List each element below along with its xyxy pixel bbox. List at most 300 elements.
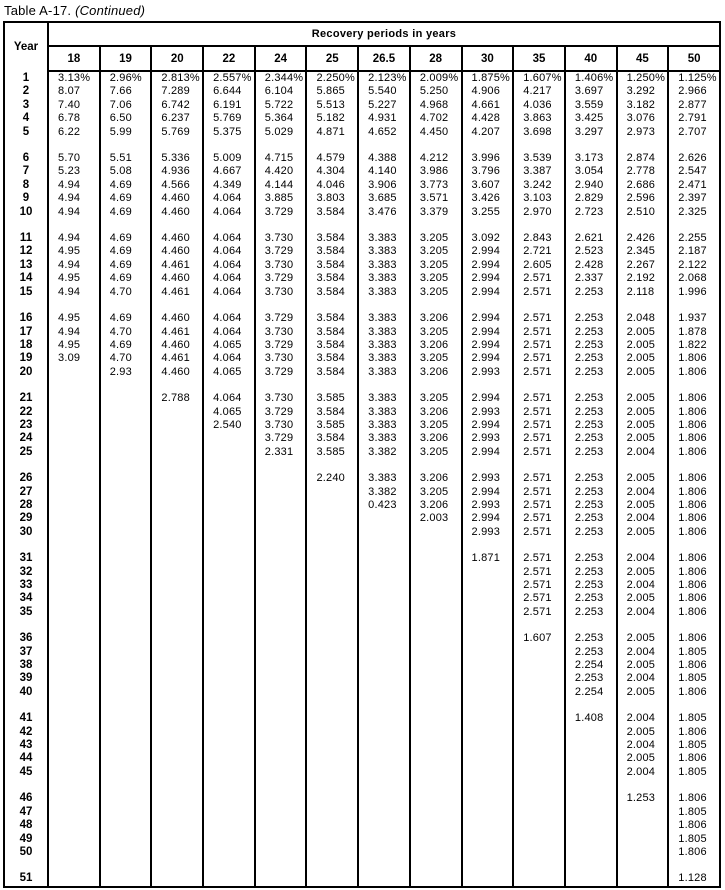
value-cell (48, 846, 100, 859)
year-cell: 42 (4, 726, 48, 739)
value-cell: 3.292 (617, 85, 669, 98)
value-cell (306, 566, 358, 579)
continued-label: (Continued) (75, 3, 146, 18)
table-row-year-25 (4, 446, 720, 459)
value-cell (410, 833, 462, 846)
value-cell (410, 712, 462, 725)
spacer-cell (410, 779, 462, 792)
value-cell: 2.993 (462, 526, 514, 539)
value-cell: 2.004 (617, 672, 669, 685)
year-cell: 20 (4, 366, 48, 379)
table-row-year-11 (4, 232, 720, 245)
value-cell: 2.005 (617, 566, 669, 579)
value-cell: 4.036 (513, 99, 565, 112)
spacer-cell (410, 539, 462, 552)
value-cell: 2.707 (668, 126, 720, 139)
value-cell: 2.240 (306, 472, 358, 485)
value-cell: 3.584 (306, 406, 358, 419)
value-cell: 2.994 (462, 326, 514, 339)
value-cell (255, 833, 307, 846)
value-cell (462, 566, 514, 579)
value-cell: 2.122 (668, 259, 720, 272)
value-cell: 4.69 (100, 312, 152, 325)
value-cell (462, 659, 514, 672)
value-cell: 3.379 (410, 206, 462, 219)
value-cell: 2.005 (617, 472, 669, 485)
spacer-cell (617, 299, 669, 312)
spacer-cell (668, 379, 720, 392)
value-cell: 2.571 (513, 486, 565, 499)
spacer-cell (306, 619, 358, 632)
value-cell (358, 846, 410, 859)
year-cell: 17 (4, 326, 48, 339)
value-cell (306, 486, 358, 499)
value-cell: 2.253 (565, 446, 617, 459)
value-cell (617, 846, 669, 859)
value-cell (48, 499, 100, 512)
table-row-year-6 (4, 152, 720, 165)
value-cell: 4.69 (100, 179, 152, 192)
group-spacer-row (4, 139, 720, 152)
value-cell (462, 872, 514, 886)
value-cell: 4.69 (100, 339, 152, 352)
year-cell: 21 (4, 392, 48, 405)
spacer-cell (255, 539, 307, 552)
spacer-cell (100, 299, 152, 312)
value-cell: 4.461 (151, 259, 203, 272)
table-number-label: Table A-17. (4, 3, 72, 18)
value-cell: 3.054 (565, 165, 617, 178)
table-row-year-38 (4, 659, 720, 672)
spacer-cell (4, 539, 48, 552)
value-cell (48, 659, 100, 672)
value-cell: 1.805 (668, 806, 720, 819)
value-cell (410, 819, 462, 832)
spacer-cell (306, 379, 358, 392)
value-cell: 4.69 (100, 232, 152, 245)
table-row-year-14 (4, 272, 720, 285)
value-cell: 4.064 (203, 232, 255, 245)
value-cell: 3.571 (410, 192, 462, 205)
value-cell (462, 766, 514, 779)
year-column-header: Year (4, 22, 48, 71)
value-cell: 2.571 (513, 446, 565, 459)
table-row-year-21 (4, 392, 720, 405)
value-cell: 2.626 (668, 152, 720, 165)
value-cell (203, 486, 255, 499)
value-cell: 2.571 (513, 512, 565, 525)
spacer-cell (4, 779, 48, 792)
period-header-30: 30 (462, 46, 514, 71)
group-spacer-row (4, 859, 720, 872)
value-cell: 2.970 (513, 206, 565, 219)
spacer-cell (462, 619, 514, 632)
value-cell: 7.40 (48, 99, 100, 112)
value-cell (410, 606, 462, 619)
value-cell: 1.250% (617, 71, 669, 85)
value-cell: 4.461 (151, 352, 203, 365)
value-cell (306, 846, 358, 859)
value-cell (462, 752, 514, 765)
value-cell: 2.843 (513, 232, 565, 245)
spacer-cell (513, 459, 565, 472)
value-cell: 2.571 (513, 366, 565, 379)
value-cell (306, 646, 358, 659)
value-cell: 3.425 (565, 112, 617, 125)
spacer-cell (306, 299, 358, 312)
value-cell: 3.729 (255, 366, 307, 379)
spacer-cell (203, 539, 255, 552)
value-cell: 3.584 (306, 272, 358, 285)
value-cell: 3.584 (306, 206, 358, 219)
value-cell (100, 632, 152, 645)
value-cell: 3.092 (462, 232, 514, 245)
value-cell: 2.253 (565, 672, 617, 685)
value-cell: 5.336 (151, 152, 203, 165)
spacer-cell (617, 779, 669, 792)
year-cell: 16 (4, 312, 48, 325)
value-cell: 3.996 (462, 152, 514, 165)
value-cell: 6.644 (203, 85, 255, 98)
value-cell (462, 806, 514, 819)
value-cell: 2.540 (203, 419, 255, 432)
spacer-cell (255, 619, 307, 632)
value-cell: 3.383 (358, 419, 410, 432)
value-cell: 3.585 (306, 419, 358, 432)
value-cell (151, 592, 203, 605)
value-cell (151, 752, 203, 765)
value-cell (358, 766, 410, 779)
value-cell: 2.96% (100, 71, 152, 85)
value-cell: 2.005 (617, 339, 669, 352)
value-cell (306, 526, 358, 539)
value-cell: 3.539 (513, 152, 565, 165)
value-cell (255, 646, 307, 659)
value-cell: 2.993 (462, 472, 514, 485)
value-cell: 4.69 (100, 272, 152, 285)
value-cell (48, 806, 100, 819)
value-cell: 1.806 (668, 686, 720, 699)
value-cell: 1.806 (668, 352, 720, 365)
value-cell (255, 872, 307, 886)
value-cell (255, 526, 307, 539)
value-cell (48, 432, 100, 445)
table-row-year-36 (4, 632, 720, 645)
spacer-cell (100, 219, 152, 232)
value-cell (48, 792, 100, 805)
value-cell: 4.349 (203, 179, 255, 192)
value-cell (255, 739, 307, 752)
value-cell: 2.253 (565, 432, 617, 445)
value-cell (100, 739, 152, 752)
value-cell (410, 566, 462, 579)
value-cell (151, 806, 203, 819)
value-cell: 3.383 (358, 259, 410, 272)
value-cell: 7.06 (100, 99, 152, 112)
value-cell (358, 566, 410, 579)
spacer-cell (668, 539, 720, 552)
year-cell: 18 (4, 339, 48, 352)
header-row-periods (4, 46, 720, 71)
value-cell: 3.206 (410, 406, 462, 419)
table-row-year-48 (4, 819, 720, 832)
value-cell (462, 792, 514, 805)
value-cell: 1.805 (668, 672, 720, 685)
value-cell: 2.005 (617, 726, 669, 739)
value-cell: 2.571 (513, 606, 565, 619)
year-cell: 3 (4, 99, 48, 112)
value-cell (255, 606, 307, 619)
period-header-50: 50 (668, 46, 720, 71)
spacer-cell (410, 699, 462, 712)
value-cell (48, 752, 100, 765)
spacer-cell (151, 139, 203, 152)
value-cell: 1.806 (668, 499, 720, 512)
value-cell: 3.205 (410, 232, 462, 245)
spacer-cell (100, 859, 152, 872)
spacer-cell (151, 859, 203, 872)
value-cell (565, 766, 617, 779)
value-cell: 2.345 (617, 245, 669, 258)
year-cell: 30 (4, 526, 48, 539)
value-cell (151, 846, 203, 859)
value-cell: 2.571 (513, 326, 565, 339)
spacer-cell (100, 619, 152, 632)
spacer-cell (513, 619, 565, 632)
spacer-cell (410, 859, 462, 872)
value-cell: 2.994 (462, 245, 514, 258)
value-cell: 3.205 (410, 392, 462, 405)
value-cell (410, 872, 462, 886)
year-cell: 49 (4, 833, 48, 846)
table-row-year-49 (4, 833, 720, 846)
value-cell: 1.806 (668, 566, 720, 579)
value-cell: 4.94 (48, 286, 100, 299)
value-cell: 6.78 (48, 112, 100, 125)
spacer-cell (255, 459, 307, 472)
value-cell: 2.192 (617, 272, 669, 285)
value-cell: 4.460 (151, 206, 203, 219)
spacer-cell (565, 539, 617, 552)
value-cell: 4.95 (48, 312, 100, 325)
value-cell: 5.08 (100, 165, 152, 178)
value-cell: 4.064 (203, 352, 255, 365)
value-cell: 4.95 (48, 272, 100, 285)
value-cell: 4.460 (151, 366, 203, 379)
value-cell (48, 446, 100, 459)
spacer-cell (617, 619, 669, 632)
spacer-cell (306, 699, 358, 712)
spacer-cell (668, 219, 720, 232)
value-cell (100, 512, 152, 525)
value-cell (100, 419, 152, 432)
value-cell: 2.994 (462, 352, 514, 365)
spacer-cell (358, 299, 410, 312)
value-cell: 2.005 (617, 392, 669, 405)
value-cell: 2.571 (513, 472, 565, 485)
page-title (3, 2, 722, 21)
value-cell: 3.729 (255, 339, 307, 352)
value-cell: 2.005 (617, 406, 669, 419)
value-cell (48, 646, 100, 659)
year-cell: 12 (4, 245, 48, 258)
value-cell (513, 806, 565, 819)
spacer-cell (48, 539, 100, 552)
value-cell (151, 499, 203, 512)
value-cell (48, 526, 100, 539)
value-cell (462, 726, 514, 739)
spacer-cell (565, 859, 617, 872)
value-cell (48, 712, 100, 725)
value-cell: 1.806 (668, 792, 720, 805)
table-row-year-40 (4, 686, 720, 699)
value-cell: 2.068 (668, 272, 720, 285)
table-row-year-19 (4, 352, 720, 365)
value-cell: 2.571 (513, 339, 565, 352)
value-cell: 4.968 (410, 99, 462, 112)
value-cell: 2.994 (462, 272, 514, 285)
value-cell (100, 659, 152, 672)
value-cell: 3.584 (306, 366, 358, 379)
value-cell: 3.584 (306, 245, 358, 258)
value-cell (306, 739, 358, 752)
value-cell: 2.253 (565, 312, 617, 325)
year-cell: 19 (4, 352, 48, 365)
spacer-cell (462, 379, 514, 392)
value-cell: 2.004 (617, 739, 669, 752)
value-cell: 3.986 (410, 165, 462, 178)
value-cell: 3.585 (306, 392, 358, 405)
value-cell: 4.144 (255, 179, 307, 192)
year-cell: 39 (4, 672, 48, 685)
spacer-cell (668, 619, 720, 632)
value-cell: 4.388 (358, 152, 410, 165)
value-cell (565, 819, 617, 832)
year-cell: 41 (4, 712, 48, 725)
spacer-cell (513, 779, 565, 792)
value-cell (306, 792, 358, 805)
value-cell (100, 552, 152, 565)
value-cell: 2.571 (513, 499, 565, 512)
value-cell (151, 792, 203, 805)
value-cell: 3.773 (410, 179, 462, 192)
value-cell (203, 432, 255, 445)
value-cell: 1.806 (668, 392, 720, 405)
value-cell: 4.065 (203, 406, 255, 419)
value-cell (48, 392, 100, 405)
value-cell: 3.383 (358, 312, 410, 325)
spacer-cell (358, 219, 410, 232)
group-spacer-row (4, 699, 720, 712)
table-header (4, 22, 720, 71)
value-cell: 2.966 (668, 85, 720, 98)
value-cell: 4.69 (100, 245, 152, 258)
value-cell (151, 526, 203, 539)
value-cell (358, 606, 410, 619)
spacer-cell (151, 619, 203, 632)
spacer-cell (100, 379, 152, 392)
table-row-year-33 (4, 579, 720, 592)
value-cell: 1.806 (668, 419, 720, 432)
value-cell: 2.571 (513, 592, 565, 605)
value-cell: 3.103 (513, 192, 565, 205)
value-cell: 2.187 (668, 245, 720, 258)
value-cell: 4.94 (48, 206, 100, 219)
spacer-cell (203, 779, 255, 792)
value-cell: 3.906 (358, 179, 410, 192)
value-cell: 3.730 (255, 326, 307, 339)
value-cell: 3.698 (513, 126, 565, 139)
value-cell: 1.806 (668, 526, 720, 539)
value-cell: 3.730 (255, 352, 307, 365)
value-cell: 3.584 (306, 312, 358, 325)
value-cell (100, 486, 152, 499)
value-cell: 6.237 (151, 112, 203, 125)
value-cell (358, 686, 410, 699)
value-cell: 2.005 (617, 499, 669, 512)
group-spacer-row (4, 779, 720, 792)
value-cell (565, 806, 617, 819)
value-cell: 3.205 (410, 326, 462, 339)
value-cell: 4.460 (151, 192, 203, 205)
value-cell: 2.93 (100, 366, 152, 379)
value-cell: 2.994 (462, 392, 514, 405)
value-cell: 1.806 (668, 552, 720, 565)
value-cell: 3.076 (617, 112, 669, 125)
spacer-cell (358, 139, 410, 152)
value-cell: 2.993 (462, 406, 514, 419)
value-cell: 2.253 (565, 366, 617, 379)
value-cell: 3.383 (358, 352, 410, 365)
period-header-28: 28 (410, 46, 462, 71)
value-cell (513, 819, 565, 832)
value-cell (203, 833, 255, 846)
value-cell: 2.004 (617, 512, 669, 525)
value-cell: 2.250% (306, 71, 358, 85)
value-cell (151, 606, 203, 619)
value-cell (48, 739, 100, 752)
value-cell: 2.004 (617, 552, 669, 565)
value-cell (358, 739, 410, 752)
value-cell (151, 712, 203, 725)
year-cell: 43 (4, 739, 48, 752)
value-cell: 2.723 (565, 206, 617, 219)
value-cell: 2.253 (565, 406, 617, 419)
value-cell: 2.253 (565, 392, 617, 405)
table-row-year-16 (4, 312, 720, 325)
value-cell: 2.994 (462, 419, 514, 432)
value-cell (151, 872, 203, 886)
value-cell: 4.94 (48, 326, 100, 339)
spacer-cell (306, 459, 358, 472)
value-cell: 1.806 (668, 752, 720, 765)
value-cell: 3.729 (255, 245, 307, 258)
value-cell: 4.936 (151, 165, 203, 178)
value-cell (48, 833, 100, 846)
value-cell: 2.123% (358, 71, 410, 85)
value-cell (358, 672, 410, 685)
value-cell (255, 632, 307, 645)
value-cell: 2.005 (617, 592, 669, 605)
spacer-cell (151, 459, 203, 472)
value-cell: 2.331 (255, 446, 307, 459)
value-cell (100, 646, 152, 659)
value-cell: 2.253 (565, 286, 617, 299)
year-cell: 8 (4, 179, 48, 192)
value-cell (255, 472, 307, 485)
value-cell: 4.064 (203, 272, 255, 285)
value-cell: 4.212 (410, 152, 462, 165)
